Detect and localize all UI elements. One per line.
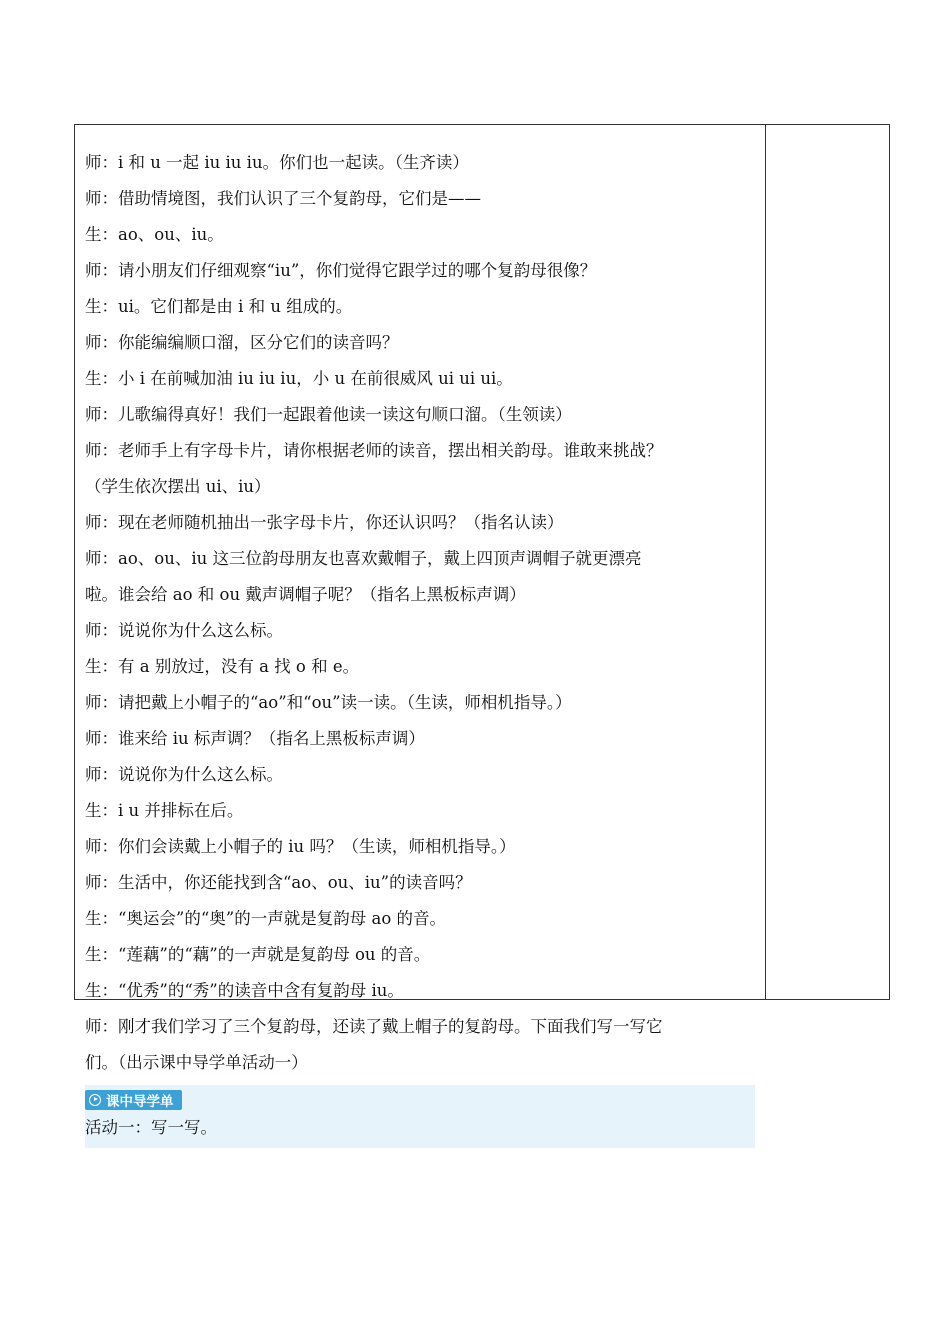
text-line: 师：谁来给 iu 标声调？（指名上黑板标声调） [85,729,425,748]
text-line: 生：小 i 在前喊加油 iu iu iu，小 u 在前很威风 ui ui ui。 [85,369,513,388]
text-line: （学生依次摆出 ui、iu） [85,477,271,496]
text-line: 师：儿歌编得真好！我们一起跟着他读一读这句顺口溜。（生领读） [85,405,572,424]
text-line: 生：ui。它们都是由 i 和 u 组成的。 [85,297,353,316]
text-line: 师：i 和 u 一起 iu iu iu。你们也一起读。（生齐读） [85,153,469,172]
text-line: 师：生活中，你还能找到含“ao、ou、iu”的读音吗？ [85,873,472,892]
text-line: 师：说说你为什么这么标。 [85,621,283,640]
guide-activity-box [85,1085,755,1148]
text-line: 师：请小朋友们仔细观察“iu”，你们觉得它跟学过的哪个复韵母很像？ [85,261,597,280]
text-line: 生：“优秀”的“秀”的读音中含有复韵母 iu。 [85,981,404,1000]
guide-badge-label: 课中导学单 [106,1094,174,1110]
text-line: 生：ao、ou、iu。 [85,225,224,244]
text-line: 们。（出示课中导学单活动一） [85,1053,308,1072]
text-line: 啦。谁会给 ao 和 ou 戴声调帽子呢？（指名上黑板标声调） [85,585,526,604]
text-line: 师：老师手上有字母卡片，请你根据老师的读音，摆出相关韵母。谁敢来挑战？ [85,441,663,460]
text-line: 师：现在老师随机抽出一张字母卡片，你还认识吗？（指名认读） [85,513,564,532]
play-circle-icon [89,1094,101,1106]
guide-badge [85,1090,182,1110]
text-line: 生：i u 并排标在后。 [85,801,244,820]
column-divider [765,125,766,999]
activity-text: 活动一：写一写。 [85,1118,217,1137]
text-line: 师：你们会读戴上小帽子的 iu 吗？（生读，师相机指导。） [85,837,516,856]
lesson-table [74,124,890,1137]
text-line: 师：请把戴上小帽子的“ao”和“ou”读一读。（生读，师相机指导。） [85,693,572,712]
text-line: 师：刚才我们学习了三个复韵母，还读了戴上帽子的复韵母。下面我们写一写它 [85,1017,663,1036]
text-line: 师：说说你为什么这么标。 [85,765,283,784]
text-line: 生：“奥运会”的“奥”的一声就是复韵母 ao 的音。 [85,909,447,928]
text-line: 师：ao、ou、iu 这三位韵母朋友也喜欢戴帽子，戴上四顶声调帽子就更漂亮 [85,549,642,568]
text-line: 师：你能编编顺口溜，区分它们的读音吗？ [85,333,399,352]
text-line: 生：“莲藕”的“藕”的一声就是复韵母 ou 的音。 [85,945,431,964]
text-line: 生：有 a 别放过，没有 a 找 o 和 e。 [85,657,360,676]
lesson-content [85,145,757,1148]
text-line: 师：借助情境图，我们认识了三个复韵母，它们是—— [85,189,481,208]
